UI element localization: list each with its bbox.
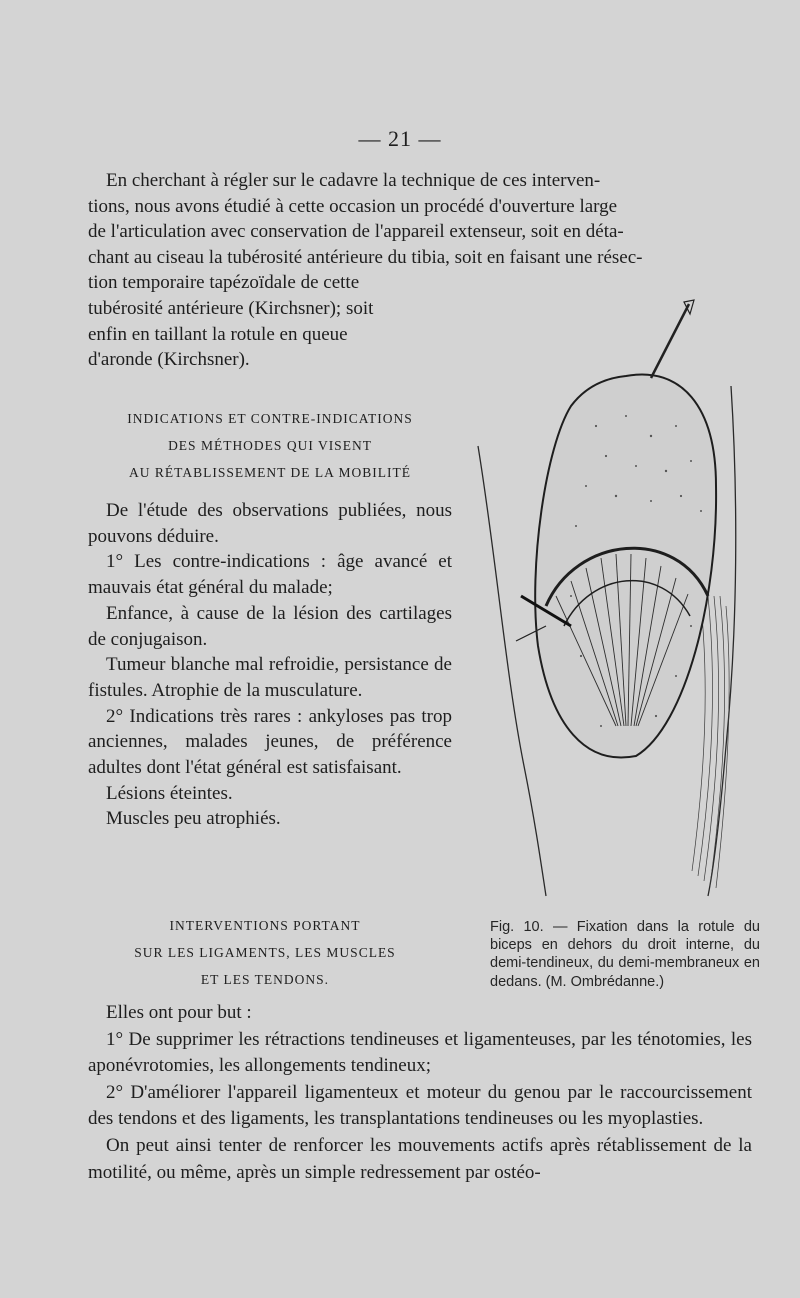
- interventions-text: [88, 1000, 752, 1186]
- heading-line: DES MÉTHODES QUI VISENT: [168, 438, 372, 453]
- paragraph: Muscles peu atrophiés.: [106, 808, 281, 830]
- needle: [651, 304, 689, 378]
- paragraph: Lésions éteintes.: [106, 782, 233, 804]
- intro-line: tions, nous avons étudié à cette occasion un procédé d'ouverture large: [88, 195, 618, 217]
- intro-line: tion temporaire tapézoïdale de cette: [88, 272, 360, 294]
- intro-line: de l'articulation avec conservation de l'appareil extenseur, soit en déta-: [88, 221, 624, 243]
- paragraph: Tumeur blanche mal refroidie, persistance de fistules. Atrophie de la musculature.: [88, 654, 452, 701]
- intro-line: chant au ciseau la tubérosité antérieure du tibia, soit en faisant une résec-: [88, 246, 643, 268]
- paragraph: Enfance, à cause de la lésion des cartilages de conjugaison.: [88, 602, 452, 650]
- paragraph: 2° D'améliorer l'appareil ligamenteux et moteur du genou par le raccourcissement des tendons et des ligaments, les transplantations tendineuses ou les myoplasties.: [88, 1081, 752, 1130]
- page-number: — 21 —: [358, 126, 442, 151]
- intro-line: En cherchant à régler sur le cadavre la technique de ces interven-: [106, 170, 601, 191]
- section-heading-indications: [90, 405, 450, 486]
- paragraph: 2° Indications très rares : ankyloses pas trop anciennes, malades jeunes, de préférence adultes dont l'état général est satisfaisant.: [88, 705, 452, 779]
- knee-illustration: [476, 296, 766, 906]
- heading-line: INDICATIONS ET CONTRE-INDICATIONS: [127, 411, 413, 426]
- section-heading-interventions: [90, 912, 440, 993]
- heading-line: AU RÉTABLISSEMENT DE LA MOBILITÉ: [129, 465, 411, 480]
- patella-outline: [535, 374, 716, 757]
- paragraph: 1° De supprimer les rétractions tendineuses et ligamenteuses, par les ténotomies, les aponévrotomies, les allongements tendineux;: [88, 1028, 752, 1077]
- paragraph: On peut ainsi tenter de renforcer les mouvements actifs après rétablissement de la motilité, ou même, après un simple redressement par ostéo-: [88, 1134, 752, 1183]
- indications-column: [88, 498, 452, 832]
- intro-line: d'aronde (Kirchsner).: [88, 349, 250, 371]
- heading-line: INTERVENTIONS PORTANT: [169, 918, 361, 933]
- heading-line: SUR LES LIGAMENTS, LES MUSCLES: [134, 945, 396, 960]
- leg-outline-left: [478, 446, 546, 896]
- heading-line: ET LES TENDONS.: [200, 972, 330, 987]
- paragraph: Elles ont pour but :: [106, 1002, 252, 1023]
- intro-line: tubérosité antérieure (Kirchsner); soit: [88, 297, 374, 319]
- paragraph: De l'étude des observations publiées, nous pouvons déduire.: [88, 500, 452, 547]
- figure-caption: Fig. 10. — Fixation dans la rotule du biceps en dehors du droit interne, du demi-tendineux, du demi-membraneux en dedans. (M. Ombrédanne.): [490, 919, 760, 990]
- paragraph: 1° Les contre-indications : âge avancé et mauvais état général du malade;: [88, 551, 452, 599]
- intro-line: enfin en taillant la rotule en queue: [88, 323, 348, 345]
